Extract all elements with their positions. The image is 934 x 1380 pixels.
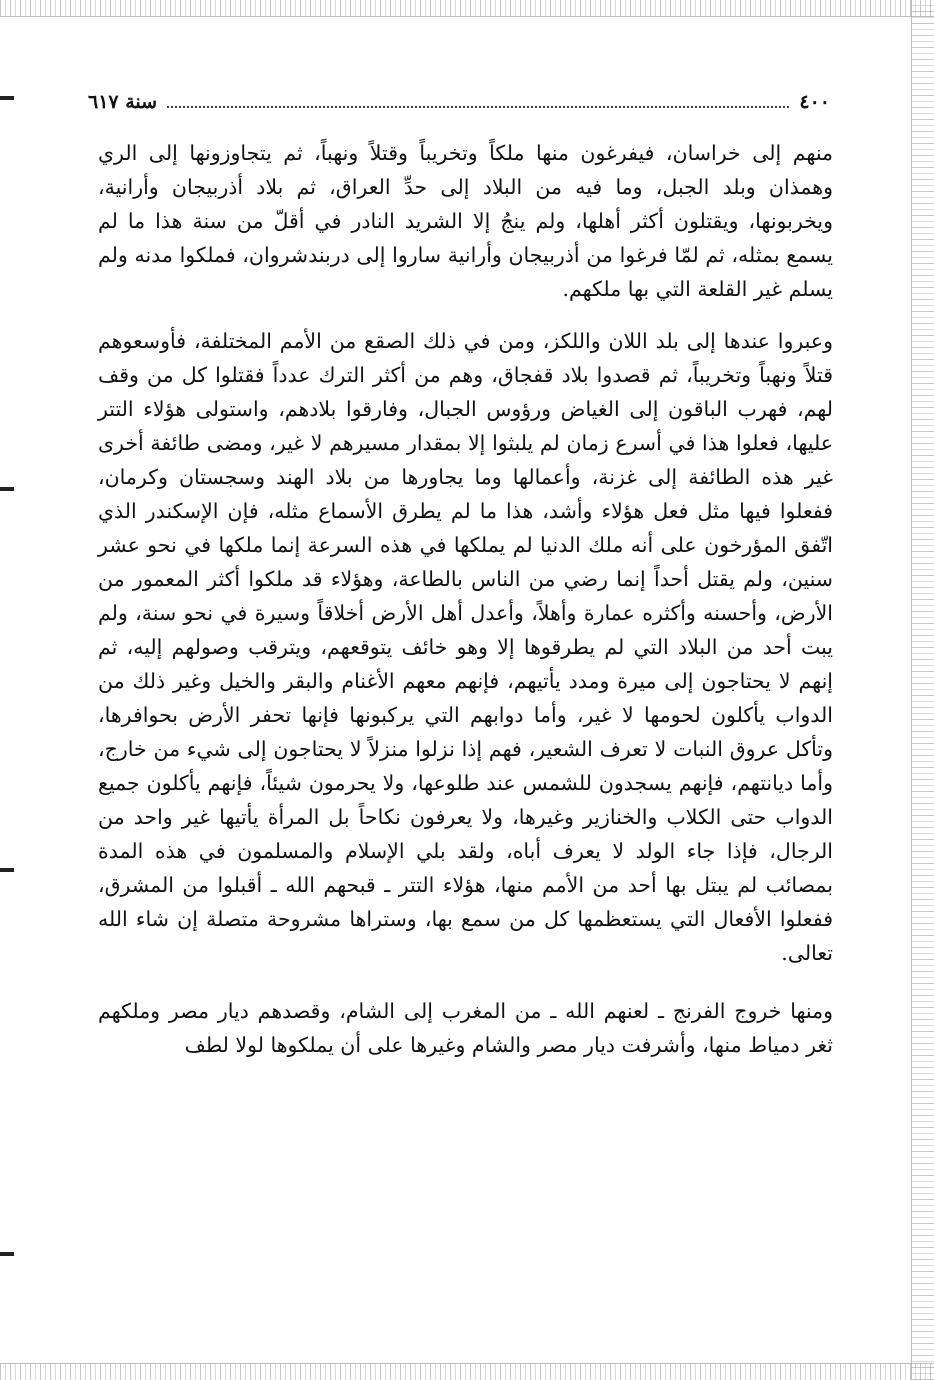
binding-mark <box>0 96 14 100</box>
binding-mark <box>0 868 14 872</box>
binding-mark <box>0 487 14 491</box>
page-header <box>88 88 830 116</box>
top-ornamental-border <box>0 0 934 17</box>
binding-mark <box>0 1252 14 1256</box>
page-body <box>98 136 833 1062</box>
right-ornamental-border <box>911 0 934 1380</box>
bottom-ornamental-border <box>0 1363 934 1380</box>
paragraph: منهم إلى خراسان، فيفرغون منها ملكاً وتخريباً وقتلاً ونهباً، ثم يتجاوزونها إلى الري وهمذان وبلد الجبل، وما فيه من البلاد إلى حدِّ العراق، ثم بلاد أذربيجان وأرانية، ويخربونها، ويقتلون أكثر أهلها، ولم ينجُ إلا الشريد النادر في أقلّ من سنة هذا ما لم يسمع بمثله، ثم لمّا فرغوا من أذربيجان وأرانية ساروا إلى دربندشروان، فملكوا مدنه ولم يسلم غير القلعة التي بها ملكهم. <box>98 141 833 301</box>
header-dotted-rule <box>167 106 789 108</box>
page-number: ٤٠٠ <box>799 91 830 113</box>
year-label: سنة ٦١٧ <box>88 91 158 113</box>
paragraph: ومنها خروج الفرنج ـ لعنهم الله ـ من المغرب إلى الشام، وقصدهم ديار مصر وملكهم ثغر دمياط منها، وأشرفت ديار مصر والشام وغيرها على أن يملكوها لولا لطف <box>98 999 833 1057</box>
paragraph: وعبروا عندها إلى بلد اللان واللكز، ومن في ذلك الصقع من الأمم المختلفة، فأوسعوهم قتلاً ونهباً وتخريباً، ثم قصدوا بلاد قفجاق، وهم من أكثر الترك عدداً فقتلوا كل من وقف لهم، فهرب الباقون إلى الغياض ورؤوس الجبال، وفارقوا بلادهم، واستولى هؤلاء التتر عليها، فعلوا هذا في أسرع زمان لم يلبثوا إلا بمقدار مسيرهم لا غير، ومضى طائفة أخرى غير هذه الطائفة إلى غزنة، وأعمالها وما يجاورها من بلاد الهند وسجستان وكرمان، ففعلوا فيها مثل فعل هؤلاء وأشد، هذا ما لم يطرق الأسماع مثله، فإن الإسكندر الذي اتّفق المؤرخون على أنه ملك الدنيا لم يملكها في هذه السرعة إنما ملكها في نحو عشر سنين، ولم يقتل أحداً إنما رضي من الناس بالطاعة، وهؤلاء قد ملكوا أكثر المعمور من الأرض، وأحسنه وأكثره عمارة وأهلاً، وأعدل أهل الأرض أخلاقاً وسيرة في نحو سنة، ولم يبت أحد من البلاد التي لم يطرقوها إلا وهو خائف يتوقعهم، ويترقب وصولهم إليه، ثم إنهم لا يحتاجون إلى ميرة ومدد يأتيهم، فإنهم معهم الأغنام والبقر والخيل وغير ذلك من الدواب يأكلون لحومها لا غير، وأما دوابهم التي يركبونها فإنها تحفر الأرض بحوافرها، وتأكل عروق النبات لا تعرف الشعير، فهم إذا نزلوا منزلاً لا يحتاجون إلى شيء من خارج، وأما ديانتهم، فإنهم يسجدون للشمس عند طلوعها، ولا يحرمون شيئاً، فإنهم يأكلون جميع الدواب حتى الكلاب والخنازير وغيرها، ولا يعرفون نكاحاً بل المرأة يأتيها غير واحد من الرجال، فإذا جاء الولد لا يعرف أباه، ولقد بلي الإسلام والمسلمون في هذه المدة بمصائب لم يبتل بها أحد من الأمم منها، هؤلاء التتر ـ قبحهم الله ـ أقبلوا من المشرق، ففعلوا الأفعال التي يستعظمها كل من سمع بها، وستراها مشروحة متصلة إن شاء الله تعالى. <box>98 329 833 965</box>
